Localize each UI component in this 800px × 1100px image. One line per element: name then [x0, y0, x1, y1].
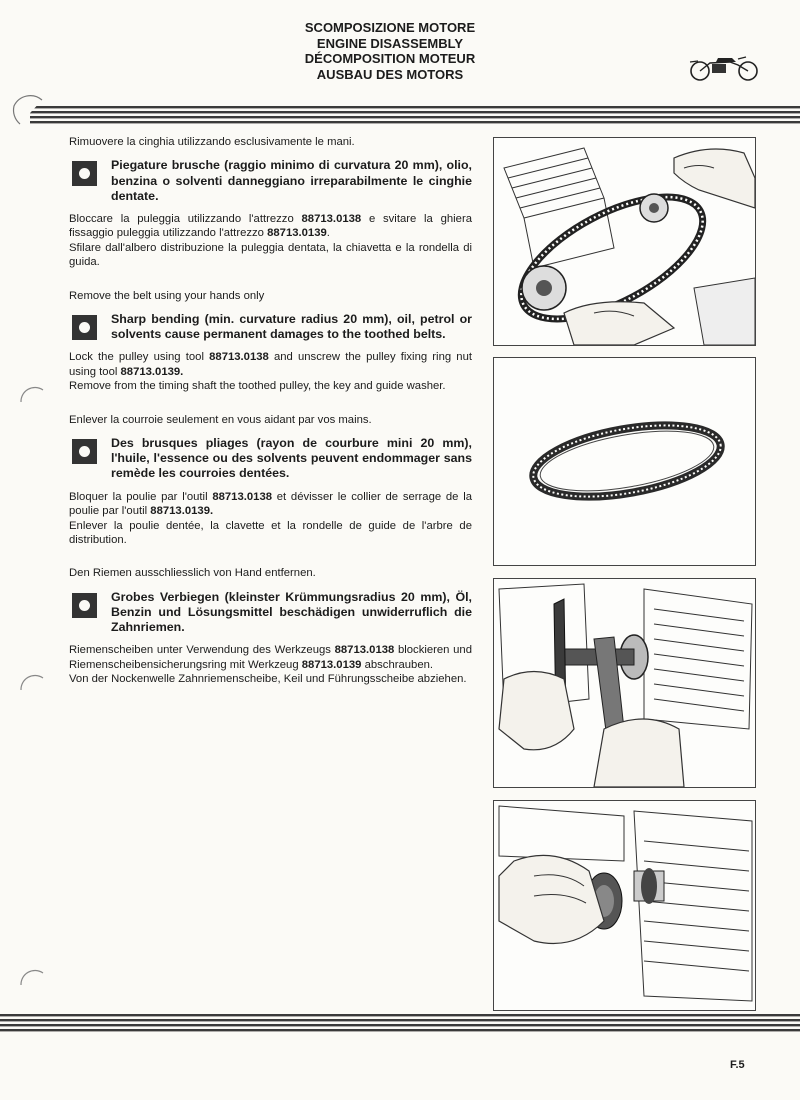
header-title-de: AUSBAU DES MOTORS [316, 66, 464, 82]
pulley-lock-tool-illustration [493, 578, 756, 788]
intro-text: Enlever la courroie seulement en vous aidant par vos mains. [69, 413, 372, 426]
tool-code: 88713.0138 [209, 351, 269, 364]
step-text: Enlever la poulie dentée, la clavette et la rondelle de guide de l'arbre de distribution. [69, 519, 472, 546]
tool-code: 88713.0138 [212, 490, 273, 503]
bottom-divider [0, 1012, 800, 1032]
pulley-removal-illustration [493, 800, 756, 1011]
intro-text: Rimuovere la cinghia utilizzando esclusivamente le mani. [69, 136, 355, 148]
warning-block [69, 312, 472, 342]
tool-code: 88713.0138 [301, 213, 362, 226]
tool-code: 88713.0138 [334, 644, 395, 657]
instructions-column [69, 135, 472, 706]
warning-block [69, 158, 472, 204]
warning-icon [72, 161, 97, 186]
section-italian [69, 135, 472, 270]
step-text: Von der Nockenwelle Zahnriemenscheibe, Keil und Führungsscheibe abziehen. [69, 673, 467, 686]
tool-code: 88713.0139. [150, 505, 214, 518]
step-text: Lock the pulley using tool 88713.0138 and unscrew the pulley fixing ring nut using tool 88713.0139. [69, 351, 472, 378]
section-german [69, 566, 472, 686]
warning-icon [72, 315, 97, 340]
page-header [240, 20, 540, 82]
header-title-it: SCOMPOSIZIONE MOTORE [304, 20, 476, 35]
tool-code: 88713.0139 [267, 227, 327, 240]
step-text: Bloccare la puleggia utilizzando l'attrezzo 88713.0138 e svitare la ghiera fissaggio puleggia utilizzando l'attrezzo 88713.0139. [69, 213, 473, 240]
intro-text: Den Riemen ausschliesslich von Hand entfernen. [69, 567, 316, 580]
binder-mark-icon [17, 967, 45, 993]
section-french [69, 413, 472, 548]
warning-text: Des brusques pliages (rayon de courbure mini 20 mm), l'huile, l'essence ou des solvents peuvent endommager sans remède les courroies dentées. [111, 436, 472, 481]
warning-text: Sharp bending (min. curvature radius 20 mm), oil, petrol or solvents cause permanent damages to the toothed belts. [111, 312, 472, 342]
punch-hole-icon [6, 88, 46, 128]
motorcycle-icon [688, 52, 760, 82]
step-text: Sfilare dall'albero distribuzione la puleggia dentata, la chiavetta e la rondella di guida. [69, 241, 472, 269]
step-text: Remove from the timing shaft the toothed pulley, the key and guide washer. [69, 380, 446, 393]
intro-text: Remove the belt using your hands only [69, 289, 265, 302]
binder-mark-icon [17, 672, 45, 698]
step-text: Bloquer la poulie par l'outil 88713.0138 et dévisser le collier de serrage de la poulie par l'outil 88713.0139. [69, 490, 472, 518]
binder-mark-icon [17, 384, 45, 410]
warning-text: Grobes Verbiegen (kleinster Krümmungsradius 20 mm), Öl, Benzin und Lösungsmittel beschädigen unwiderruflich die Zahnriemen. [111, 589, 472, 635]
warning-icon [72, 593, 97, 618]
page-number: F.5 [730, 1059, 745, 1071]
header-title-en: ENGINE DISASSEMBLY [316, 35, 464, 51]
warning-block [69, 590, 472, 636]
header-title-fr: DÉCOMPOSITION MOTEUR [304, 51, 476, 66]
tool-code: 88713.0139 [301, 658, 362, 671]
section-english [69, 289, 472, 394]
step-text: Riemenscheiben unter Verwendung des Werkzeugs 88713.0138 blockieren und Riemenscheibensicherungsring mit Werkzeug 88713.0139 abschrauben. [69, 644, 472, 671]
toothed-belt-illustration [493, 357, 756, 566]
warning-block [69, 436, 472, 482]
top-divider [0, 104, 800, 124]
tool-code: 88713.0139. [120, 365, 184, 378]
belt-removal-illustration [493, 137, 756, 346]
warning-text: Piegature brusche (raggio minimo di curvatura 20 mm), olio, benzina o solventi danneggiano irreparabilmente le cinghie dentate. [111, 158, 472, 203]
warning-icon [72, 439, 97, 464]
